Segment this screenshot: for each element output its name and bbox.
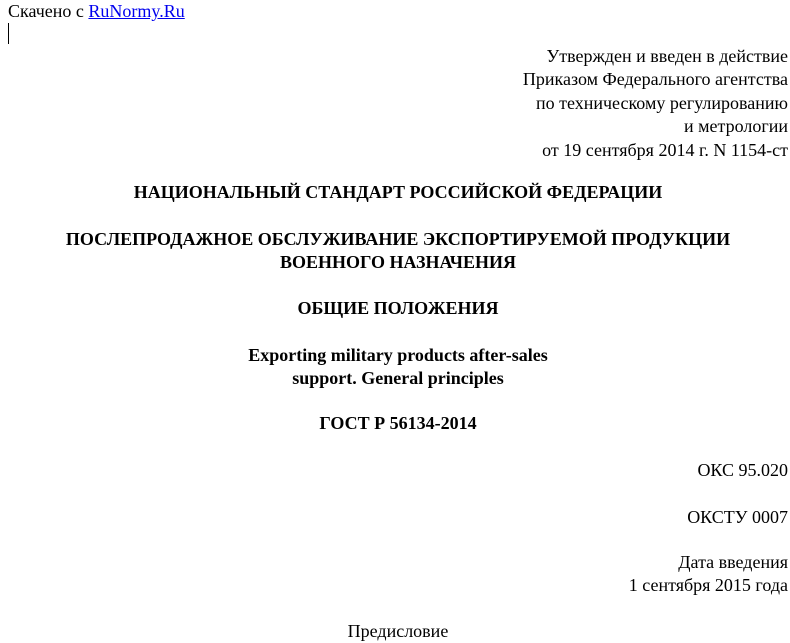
standard-heading: НАЦИОНАЛЬНЫЙ СТАНДАРТ РОССИЙСКОЙ ФЕДЕРАЦИИ xyxy=(133,182,663,202)
standard-title-line: ВОЕННОГО НАЗНАЧЕНИЯ xyxy=(279,252,517,272)
source-prefix: Скачено с xyxy=(8,1,89,21)
source-link[interactable]: RuNormy.Ru xyxy=(88,1,185,21)
approval-block xyxy=(523,45,788,162)
english-title-line: Exporting military products after-sales xyxy=(248,345,548,365)
english-title xyxy=(0,344,790,390)
source-line xyxy=(8,0,185,22)
standard-subtitle: ОБЩИЕ ПОЛОЖЕНИЯ xyxy=(297,298,499,318)
standard-code: ГОСТ Р 56134-2014 xyxy=(319,413,477,433)
approval-line: от 19 сентября 2014 г. N 1154-ст xyxy=(542,139,788,160)
introduction-label: Дата введения xyxy=(678,552,788,572)
approval-line: по техническому регулированию xyxy=(535,92,788,113)
english-title-line: support. General principles xyxy=(292,368,504,388)
approval-line: Утвержден и введен в действие xyxy=(546,46,788,66)
text-cursor xyxy=(8,23,9,44)
preface-heading: Предисловие xyxy=(347,621,449,641)
oks-code: ОКС 95.020 xyxy=(697,460,788,480)
introduction-date: 1 сентября 2015 года xyxy=(628,575,788,595)
approval-line: и метрологии xyxy=(684,116,788,137)
introduction-date-block xyxy=(629,551,788,597)
standard-title-line: ПОСЛЕПРОДАЖНОЕ ОБСЛУЖИВАНИЕ ЭКСПОРТИРУЕМОЙ ПРОДУКЦИИ xyxy=(65,229,731,249)
standard-title xyxy=(0,228,790,274)
okstu-code: ОКСТУ 0007 xyxy=(687,507,788,527)
approval-line: Приказом Федерального агентства xyxy=(522,69,788,90)
